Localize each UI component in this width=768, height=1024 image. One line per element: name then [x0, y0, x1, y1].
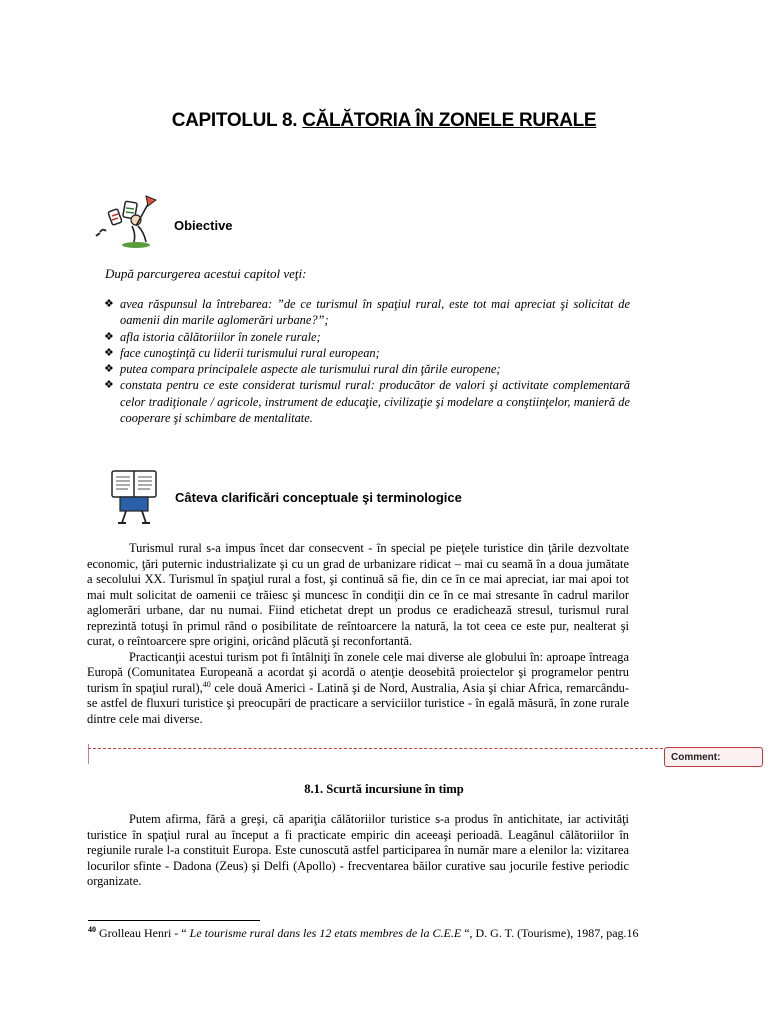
- diamond-bullet-icon: ❖: [104, 298, 114, 310]
- comment-balloon[interactable]: Comment:: [664, 747, 763, 767]
- list-item: ❖ avea răspunsul la întrebarea: ”de ce turismul în spaţiul rural, este tot mai apreciat şi solicitat de oamenii din marile aglomerări urbane?”;: [104, 297, 630, 328]
- chapter-prefix: CAPITOLUL 8.: [171, 110, 303, 131]
- section-title: 8.1. Scurtă incursiune în timp: [304, 782, 464, 796]
- footnote-number: 40: [88, 925, 96, 934]
- section-body: [87, 812, 629, 890]
- reading-figure-icon: [106, 467, 162, 525]
- footnote-title: Le tourisme rural dans les 12 etats membres de la C.E.E: [189, 926, 462, 940]
- objectives-list: [104, 296, 630, 426]
- diamond-bullet-icon: ❖: [104, 330, 114, 343]
- concepts-paragraph-2: Practicanţii acestui turism pot fi întâlniţi în zonele cele mai diverse ale globului în: aproape întreaga Europă (Comunitatea Europeană a acordat şi acordă o atenţie deosebită proiectelor şi programelor pentru turism în spaţiul rural),$^{40}$ cele două Americi - Latină şi de Nord, Australia, Asia şi chiar Africa, remarcându-se astfel de fluxuri turistice şi preocupări de practicare a serviciilor turistice - în egală măsură, în zone rurale dintre cele mai diverse.: [87, 649, 629, 726]
- objectives-intro: După parcurgerea acestui capitol veţi:: [105, 266, 307, 281]
- concepts-body: [87, 541, 629, 727]
- list-item: ❖ putea compara principalele aspecte ale turismului rural din ţările europene;: [104, 362, 501, 377]
- list-item: ❖ afla istoria călătoriilor în zonele rurale;: [104, 329, 321, 344]
- section-paragraph: Putem afirma, fără a greşi, că apariţia călătoriilor turistice s-a produs în antichitate, iar activităţi turistice în spaţiul rural au început a fi practicate empiric din aceeaşi perioadă. Leagănul călătoriilor în regiunile rurale l-a constituit Europa. Este cunoscută astfel participarea în număr mare a elenilor la: vizitarea locurilor sfinte - Dadona (Zeus) şi Delfi (Apollo) - frecventarea băilor curative sau jocurile festive periodic organizate.: [87, 812, 629, 888]
- footnote-separator: [88, 920, 260, 921]
- chapter-title: [0, 110, 768, 132]
- list-item: ❖ face cunoştinţă cu liderii turismului rural european;: [104, 345, 380, 360]
- celebrating-figure-icon: [92, 190, 164, 250]
- footnote-ref[interactable]: 40: [202, 679, 211, 689]
- concepts-paragraph-1: Turismul rural s-a impus încet dar consecvent - în special pe pieţele turistice din ţările dezvoltate economic, ţări puternic industrializate şi cu un grad de urbanizare ridicat – mai cu seamă în a doua jumătate a secolului XX. Turismul în spaţiul rural a fost, şi continuă să fie, din ce în ce mai apreciat, iar mai apoi tot mai mult solicitat de oamenii ce trăiesc şi muncesc în condiţii din ce în ce mai stresante în cadrul marilor aglomerări urbane, dar nu numai. Fiind etichetat drept un produs ce eradichează stresul, turismul rural reprezintă totuşi în primul rând o posibilitate de reîntoarcere la natură, la tot ceea ce este pur, nealterat şi curat, o reîntoarcere spre origini, oricând plăcută şi reconfortantă.: [87, 541, 629, 648]
- diamond-bullet-icon: ❖: [104, 363, 114, 376]
- diamond-bullet-icon: ❖: [104, 346, 114, 359]
- diamond-bullet-icon: ❖: [104, 379, 114, 392]
- comment-anchor: [88, 744, 89, 764]
- list-item: ❖ constata pentru ce este considerat turismul rural: producător de valori şi activitate complementară celor tradiţionale / agricole, instrument de educaţie, civilizaţie şi modelare a conştiinţelor, manieră de cooperare şi schimbare de mentalitate.: [104, 378, 630, 426]
- comment-connector: [88, 748, 663, 749]
- footnote: $^{40}$ Grolleau Henri - “ Le tourisme rural dans les 12 etats membres de la C.E.E “, D. G. T. (Tourisme), 1987, pag.16: [88, 925, 639, 940]
- concepts-heading: Câteva clarificări conceptuale şi terminologice: [175, 490, 462, 505]
- chapter-name: CĂLĂTORIA ÎN ZONELE RURALE: [302, 110, 597, 131]
- objectives-heading: Obiective: [174, 218, 233, 233]
